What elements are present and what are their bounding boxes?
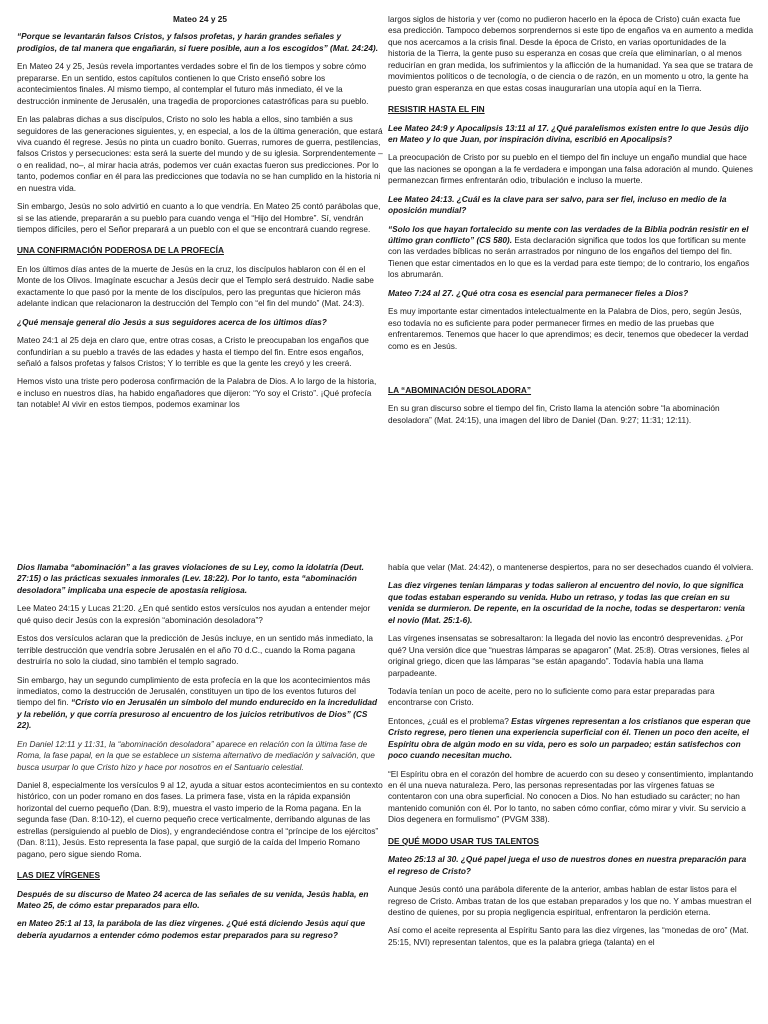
section-heading: DE QUÉ MODO USAR TUS TALENTOS [388, 835, 539, 846]
paragraph: Estos dos versículos aclaran que la predicción de Jesús incluye, en un sentido más inmediato, la terrible destrucción que vendría sobre Jerusalén en el año 70 d.C., cuando la Roma pagana destruiría no solo la ciudad, sino también el templo sagrado. [17, 633, 374, 667]
page-title: Mateo 24 y 25 [173, 14, 227, 24]
paragraph-text: Esta declaración significa que todos los que fortifican su mente con las verdades bíblicas no serán arrastrados por ninguno de los engaños del tiempo del fin. Tienen que estar cimentados en lo que es la verdad para este tiempo; de lo contrario, los engaños los abrumarán. [388, 235, 750, 280]
paragraph: Sin embargo, Jesús no solo advirtió en cuanto a lo que vendría. En Mateo 25 contó parábolas que, si se las atiende, prepararán a su pueblo para cuando venga el “Hijo del Hombre”. Sí, vendrán tiempos difíciles, pero el Señor preparará a un pueblo con el que se encontrará cuando regrese. [17, 201, 381, 234]
section-heading: LAS DIEZ VÍRGENES [17, 870, 100, 881]
paragraph [388, 224, 754, 281]
paragraph-text: Entonces, ¿cuál es el problema? [388, 715, 512, 726]
quote: “Solo los que hayan fortalecido su mente con las verdades de la Biblia podrán resistir en el último gran conflicto” (CS 580). [388, 223, 749, 245]
paragraph [17, 675, 383, 732]
paragraph: Mateo 24:1 al 25 deja en claro que, entre otras cosas, a Cristo le preocupaban los engaños que confundirían a su pueblo a través de las edades y hasta el tiempo del fin. Entre esos engaños, señaló a falsos profetas y falsos Cristos; Y lo terrible es que la gente les creyó y les creerá. [17, 335, 369, 368]
paragraph: Es muy importante estar cimentados intelectualmente en la Palabra de Dios, pero, según Jesús, eso todavía no es suficiente para poder permanecer firmes en medio de las pruebas que enfrentaremos. Tenemos que hacer lo que aprendimos; es decir, tenemos que obedecer la verdad como es en Jesús. [388, 306, 749, 351]
study-question: Lee Mateo 24:13. ¿Cuál es la clave para ser salvo, para ser fiel, incluso en medio de la oposición mundial? [388, 193, 727, 216]
top-right-column [388, 14, 754, 433]
bottom-left-column [17, 562, 383, 948]
paragraph: En Mateo 24 y 25, Jesús revela importantes verdades sobre el fin de los tiempos y sobre cómo prepararse. En un sentido, estos capítulos contienen lo que Cristo enseñó sobre los acontecimientos finales. Al mismo tiempo, al contemplar el futuro más inmediato, él ve la destrucción inminente de Jerusalén, una tragedia de proporciones catastróficas para su pueblo. [17, 61, 369, 106]
study-question: Lee Mateo 24:9 y Apocalipsis 13:11 al 17. ¿Qué paralelismos existen entre lo que Jesús dijo en Mateo y lo que Juan, por inspiración divina, escribió en Apocalipsis? [388, 122, 749, 144]
paragraph-italic: Las diez vírgenes tenían lámparas y todas salieron al encuentro del novio, lo que significa que todas estaban esperando su venida. Hubo un retraso, y todas las que creían en su venida se durmieron. De repente, en la oscuridad de la noche, todas se despertaron: venía el novio (Mat. 25:1-6). [388, 580, 745, 625]
paragraph-italic: Dios llamaba “abominación” a las graves violaciones de su Ley, como la idolatría (Deut. 27:15) o las prácticas sexuales inmorales (Lev. 18:22). Por lo tanto, esta “abominación desoladora” implicaba una especie de apostasía religiosa. [17, 562, 364, 595]
quote: “Cristo vio en Jerusalén un símbolo del mundo endurecido en la incredulidad y la rebelión, y que corría presuroso al encuentro de los juicios retributivos de Dios” (CS 22). [17, 697, 378, 731]
section-heading: UNA CONFIRMACIÓN PODEROSA DE LA PROFECÍA [17, 245, 224, 256]
top-left-column [17, 14, 383, 418]
spacer [388, 359, 754, 375]
key-verse: “Porque se levantarán falsos Cristos, y falsos profetas, y harán grandes señales y prodigios, de tal manera que engañarán, si fuere posible, aun a los escogidos” (Mat. 24:24). [17, 31, 379, 53]
paragraph: La preocupación de Cristo por su pueblo en el tiempo del fin incluye un engaño mundial que hace que las naciones se opongan a la fe verdadera e impongan una falsa adoración al mundo. Quienes permanezcan firmes enfrentarán odio, tribulación e incluso la muerte. [388, 152, 753, 186]
paragraph: Así como el aceite representa al Espíritu Santo para las diez vírgenes, las “monedas de oro” (Mat. 25:15, NVI) representan talentos, que es la palabra griega (talanta) en el [388, 925, 749, 947]
paragraph: Las vírgenes insensatas se sobresaltaron: la llegada del novio las encontró desprevenidas. ¿Por qué? Una versión dice que “nuestras lámparas se apagaron” (Mat. 25:8). Otras versiones, fieles al original griego, dicen que las lámparas “se están apagando”. Todavía había una llama parpadeante. [388, 633, 750, 678]
paragraph: Lee Mateo 24:15 y Lucas 21:20. ¿En qué sentido estos versículos nos ayudan a entender mejor qué quiso decir Jesús con la expresión “abominación desoladora”? [17, 603, 371, 625]
study-question: Mateo 25:13 al 30. ¿Qué papel juega el uso de nuestros dones en nuestra preparación para el regreso de Cristo? [388, 854, 747, 876]
section-heading: LA “ABOMINACIÓN DESOLADORA” [388, 384, 532, 395]
section-heading: RESISTIR HASTA EL FIN [388, 104, 485, 115]
paragraph: largos siglos de historia y ver (como no pudieron hacerlo en la época de Cristo) cuán exacta fue esa predicción. Tampoco debemos sorprendernos si este tipo de engaños va en aumento a medida que nos acercamos a la crisis final. Desde la época de Cristo, en varias oportunidades de la historia de la Tierra, la gente puso su esperanza en cosas que creía que eliminarían, o al menos reducirían en gran medida, los sufrimientos y la aflicción de la humanidad. Ya sea que se tratara de movimientos políticos o de tecnología, o de ciencia o de razón, en un momento u otro, la gente ha puesto gran esperanza en que estas cosas inaugurarían una utopía aquí en la Tierra. [388, 14, 754, 93]
paragraph: Aunque Jesús contó una parábola diferente de la anterior, ambas hablan de estar listos para el regreso de Cristo. Ambas tratan de los que estaban preparados y los que no. Y ambas muestran el destino de quienes, por su propia negligencia espiritual, enfrentaron la perdición eterna. [388, 884, 752, 917]
paragraph: En las palabras dichas a sus discípulos, Cristo no solo les habla a ellos, sino también a sus seguidores de las generaciones siguientes, y, en especial, a los de la última generación, que estará viva cuando él regrese. Jesús no pinta un cuadro bonito. Guerras, rumores de guerra, pestilencias, falsos Cristos y persecuciones: esta será la suerte del mundo y de su iglesia. Sorprendentemente –o en realidad, no–, al mirar hacia atrás, podemos ver cuán exactas fueron sus predicciones. Por lo tanto, podemos confiar en él para las predicciones que todavía no se han cumplido en la historia ni en nuestra vida. [17, 114, 383, 193]
paragraph-text: Sin embargo, hay un segundo cumplimiento de esta profecía en la que los acontecimientos más inmediatos, como la destrucción de Jerusalén, constituyen un tipo de los eventos futuros del tiempo del fin. [17, 674, 371, 708]
paragraph: Todavía tenían un poco de aceite, pero no lo suficiente como para estar preparadas para encontrarse con Cristo. [388, 685, 715, 708]
bottom-right-column [388, 562, 754, 955]
paragraph-italic: Después de su discurso de Mateo 24 acerca de las señales de su venida, Jesús habla, en Mateo 25, de cómo estar preparados para ello. [17, 888, 369, 910]
paragraph: En los últimos días antes de la muerte de Jesús en la cruz, los discípulos hablaron con él en el Monte de los Olivos. Imagínate escuchar a Jesús decir que el Templo será destruido. Nadie sabe exactamente lo que pasó por la mente de los discípulos, pero las preguntas que hicieron más adelante indican que relacionaron la destrucción del Templo con “el fin del mundo” (Mat. 24:3). [17, 263, 374, 309]
study-question: ¿Qué mensaje general dio Jesús a sus seguidores acerca de los últimos días? [17, 316, 327, 327]
paragraph: Daniel 8, especialmente los versículos 9 al 12, ayuda a situar estos acontecimientos en su contexto histórico, con un poder romano en dos fases. La primera fase, vista en la rápida expansión horizontal del cuerno pequeño (Dan. 8:9), muestra el vasto imperio de la Roma pagana. En la segunda fase (Dan. 8:10-12), el cuerno pequeño crece verticalmente, derribando algunas de las estrellas (persiguiendo al pueblo de Dios), y engrandeciéndose contra el “príncipe de los ejércitos” (Dan. 8:11), Jesús. Esto representa la fase papal, que surgió de la caída del Imperio Romano pagano, pero sigue siendo Roma. [17, 780, 383, 859]
bottom-page [0, 556, 768, 1024]
paragraph [388, 716, 754, 762]
paragraph: Hemos visto una triste pero poderosa confirmación de la Palabra de Dios. A lo largo de la historia, e incluso en nuestros días, ha habido engañadores que dijeron: “Yo soy el Cristo”. ¡Qué profecía tan notable! Al vivir en estos tiempos, podemos examinar los [17, 376, 377, 410]
emphasis-text: Estas vírgenes representan a los cristianos que esperan que Cristo regrese, pero tienen una experiencia superficial con él. Tienen un poco den aceite, el Espíritu obra de algún modo en su vida, pero es solo un parpadeo; están satisfechos con poco cuando necesitan mucho. [388, 715, 751, 761]
paragraph: En su gran discurso sobre el tiempo del fin, Cristo llama la atención sobre “la abominación desoladora” (Mat. 24:15), una imagen del libro de Daniel (Dan. 9:27; 11:31; 12:11). [388, 403, 720, 425]
quote: “El Espíritu obra en el corazón del hombre de acuerdo con su deseo y consentimiento, implantando en él una nueva naturaleza. Pero, las personas representadas por las vírgenes fatuas se contentaron con una obra superficial. No conocen a Dios. No han estudiado su carácter; no han mantenido comunión con él. Por lo tanto, no saben cómo confiar, cómo mirar y vivir. Su servicio a Dios degenera en formulismo” (PVGM 338). [388, 768, 754, 825]
study-question: en Mateo 25:1 al 13, la parábola de las diez vírgenes. ¿Qué está diciendo Jesús aquí que debería ayudarnos a entender cómo podemos estar preparados para su regreso? [17, 918, 366, 940]
study-question: Mateo 7:24 al 27. ¿Qué otra cosa es esencial para permanecer fieles a Dios? [388, 287, 689, 298]
paragraph: había que velar (Mat. 24:42), o mantenerse despiertos, para no ser desechados cuando él volviera. [388, 562, 754, 572]
paragraph-italic: En Daniel 12:11 y 11:31, la “abominación desoladora” aparece en relación con la última fase de Roma, la fase papal, en la que se establece un sistema alternativo de mediación y salvación, que busca usurpar lo que Cristo hizo y hace por nosotros en el Santuario celestial. [17, 738, 375, 772]
